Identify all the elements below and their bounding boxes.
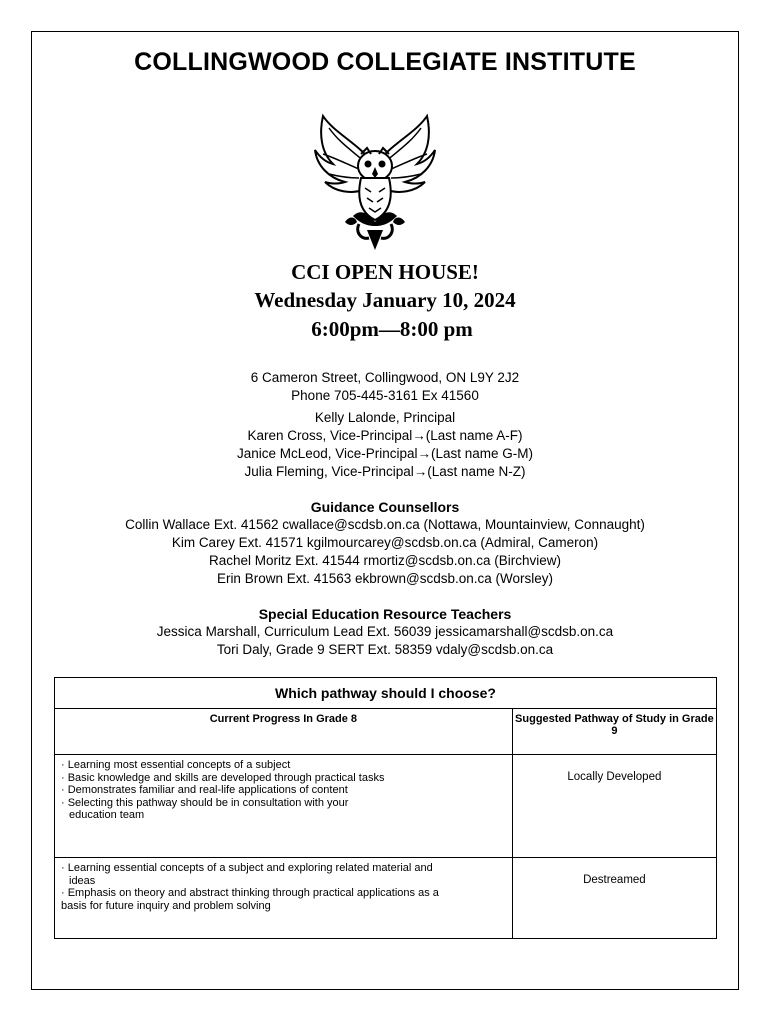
admin-principal: Kelly Lalonde, Principal (314, 410, 456, 425)
progress-description (55, 755, 513, 858)
school-name: COLLINGWOOD COLLEGIATE INSTITUTE (134, 48, 636, 76)
list-item: · Basic knowledge and skills are developed through practical tasks (61, 771, 385, 784)
special-ed-line: Tori Daly, Grade 9 SERT Ext. 58359 vdaly@scdsb.on.ca (216, 642, 554, 657)
guidance-line: Rachel Moritz Ext. 41544 rmortiz@scdsb.on.ca (Birchview) (208, 553, 562, 568)
progress-description (55, 858, 513, 939)
table-row (55, 858, 717, 939)
pathway-table (54, 677, 717, 939)
list-item: · Emphasis on theory and abstract thinking through practical applications as a (61, 887, 439, 899)
column-header-current-progress: Current Progress In Grade 8 (55, 709, 513, 755)
guidance-line: Collin Wallace Ext. 41562 cwallace@scdsb.on.ca (Nottawa, Mountainview, Connaught) (125, 517, 645, 532)
list-item: basis for future inquiry and problem solving (61, 899, 271, 912)
guidance-line: Erin Brown Ext. 41563 ekbrown@scdsb.on.ca (Worsley) (216, 571, 554, 586)
list-item: · Selecting this pathway should be in consultation with your (61, 796, 349, 809)
pathway-table-title: Which pathway should I choose? (55, 678, 717, 709)
guidance-line: Kim Carey Ext. 41571 kgilmourcarey@scdsb.on.ca (Admiral, Cameron) (171, 535, 599, 550)
phone: Phone 705-445-3161 Ex 41560 (291, 388, 479, 403)
pathway-value: Locally Developed (512, 755, 716, 858)
list-item: · Demonstrates familiar and real-life applications of content (61, 784, 348, 796)
list-item: · Learning essential concepts of a subject and exploring related material and (61, 862, 433, 874)
list-item: ideas (69, 874, 96, 887)
table-row (55, 755, 717, 858)
event-time: 6:00pm—8:00 pm (311, 317, 473, 341)
admin-vp-n-z: Julia Fleming, Vice-Principal→(Last name N-Z) (244, 464, 526, 479)
address: 6 Cameron Street, Collingwood, ON L9Y 2J2 (250, 370, 520, 385)
event-date: Wednesday January 10, 2024 (254, 288, 516, 312)
special-ed-line: Jessica Marshall, Curriculum Lead Ext. 56039 jessicamarshall@scdsb.on.ca (156, 624, 614, 639)
list-item: · Learning most essential concepts of a subject (61, 759, 291, 771)
list-item: education team (69, 809, 145, 821)
admin-vp-g-m: Janice McLeod, Vice-Principal→(Last name G-M) (236, 446, 534, 461)
admin-vp-a-f: Karen Cross, Vice-Principal→(Last name A-F) (247, 428, 523, 443)
special-ed-heading: Special Education Resource Teachers (258, 606, 512, 622)
event-title: CCI OPEN HOUSE! (291, 260, 479, 284)
guidance-heading: Guidance Counsellors (310, 499, 460, 515)
pathway-value: Destreamed (512, 858, 716, 939)
column-header-suggested-pathway: Suggested Pathway of Study in Grade 9 (512, 709, 716, 755)
owl-crest-icon (305, 104, 445, 254)
